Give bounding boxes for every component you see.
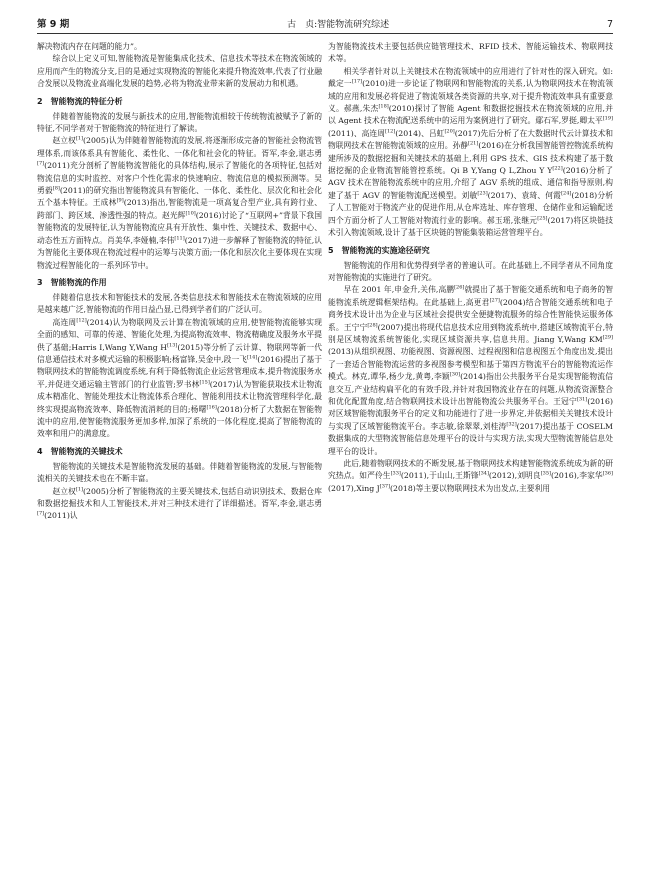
issue-label: 第 9 期 xyxy=(37,19,70,30)
left-column xyxy=(37,41,322,876)
paragraph: 伴随着信息技术和智能技术的发展,各类信息技术和智能技术在物流领域的应用是越来越广泛,智能物流的作用日益凸显,已得到学者们的广泛认可。 xyxy=(37,292,322,315)
section-heading: 2 智能物流的特征分析 xyxy=(37,96,123,106)
paragraph: 智能物流的关键技术是智能物流发展的基础。伴随着智能物流的发展,与智能物流相关的关键技术也在不断丰富。 xyxy=(37,461,322,484)
paragraph: 赵立权[1](2005)认为伴随着智能物流的发展,将逐渐形成完备的智能社会物流管理体系,而该体系具有智能化、柔性化、一体化和社会化的特征。胥军,李金,谌志勇[7](2011)充分剖析了智能物流智能化的具体结构,展示了智能化的各项特征,包括对物流信息的实时监控、对客户个性化需求的快速响应、物流信息的模拟预测等。吴勇毅[8](2011)的研究指出智能物流具有智能化、一体化、柔性化、层次化和社会化五个基本特征。王成林[9](2013)指出,智能物流是一项高复合型产业,具有跨行业、跨部门、跨区域、渗透性强的特点。赵光辉[10](2016)讨论了“互联网+”背景下我国智能物流的发展特征,认为智能物流应具有开放性、集中性、关键技术、数据中心、动态性五方面特点。肖美华,李娅楠,李伟[11](2017)进一步解释了智能物流的特征,认为智能化主要体现在物流过程中的运筹与决策方面;一体化和层次化主要体现在实现物流过程智能化的一系列环节中。 xyxy=(37,135,322,270)
paragraph: 智能物流的作用和优势得到学者的普遍认可。在此基础上,不同学者从不同角度对智能物流的实施进行了研究。 xyxy=(328,260,613,282)
paragraph: 高连周[12](2014)认为物联网及云计算在物流领域的应用,使智能物流能够实现全面的感知、可靠的传递、智能化处理,为提高物流效率、物流精确度及服务水平提供了基础;Harris I,Wang Y,Wang H[13](2015)等分析了云计算、物联网等新一代信息通信技术对多模式运输的积极影响;杨富锋,吴金中,段一飞[14](2016)提出了基于物联网技术的智能物流调度系统,有利于降低物流企业运营管理成本,提升物流服务水平,并促进交通运输主管部门的行业监管;罗书林[15](2017)认为智能获取技术让物流成本精准化、智能处理技术让物流体系合理化、智能利用技术让物流管理科学化,最终实现提高物流效率、降低物流消耗的目的;杨曙[16](2018)分析了大数据在智能物流中的应用,使智能物流服务更加多样,加深了系统的一体化程度,提高了智能物流的效率和用户的满意度。 xyxy=(37,317,322,439)
section-heading: 4 智能物流的关键技术 xyxy=(37,446,123,456)
paragraph: 为智能物流技术主要包括供应链管理技术、RFID 技术、智能运输技术、物联网技术等。 xyxy=(328,42,613,64)
right-column xyxy=(328,41,613,876)
page-header xyxy=(37,14,613,30)
header-rule xyxy=(37,33,613,34)
paragraph: 早在 2001 年,申金升,关伟,高鹏[26]就提出了基于智能交通系统和电子商务的智能物流系统逻辑框架结构。在此基础上,高更君[27](2004)结合智能交通系统和电子商务技术设计出为企业与区域社会提供安全便捷物流服务的综合性智能快运服务体系。王宁宁[28](2007)提出将现代信息技术应用到物流系统中,搭建区域物流平台,特别是区域物流系统智能化,实现区域资源共享,信息共用。Jiang Y,Wang KM[29](2013)从组织视图、功能视图、资源视图、过程视图和信息视图五个角度出发,提出了一套适合智能物流运营的多视图参考模型和基于第四方物流平台的智能物流运作模式。林克,谭华,杨少龙,黄粤,李颖[30](2014)指出公共服务平台是实现智能物流信息交互,产业结构扁平化的有效手段,并针对我国物流业存在的问题,从物流资源整合和优化配置角度,结合物联网技术设计出智能物流公共服务平台。王冠宁[31](2016)对区域智能物流服务平台的定义和功能进行了进一步界定,并依据相关关键技术设计与实现了区域智能物流平台。李志敏,徐翠翠,刘桂涛[32](2017)提出基于 COSELM 数据集成的大型物流智能信息处理平台的设计与实现方法,实现大型物流智能信息处理平台的设计。 xyxy=(328,284,613,456)
paragraph: 伴随着智能物流的发展与新技术的应用,智能物流相较于传统物流被赋予了新的特征,不同学者对于智能物流的特征进行了解读。 xyxy=(37,111,322,134)
paragraph: 综合以上定义可知,智能物流是智能集成化技术、信息技术等技术在物流领域的应用而产生的物流分支,目的是通过实现物流的智能化来提升物流效率,代表了行业融合发展以及物流业高端化发展的趋势,必将为物流业带来新的发展动力和机遇。 xyxy=(37,54,322,89)
paragraph: 此后,随着物联网技术的不断发展,基于物联网技术构建智能物流系统成为新的研究热点。如严伶生[33](2011),于山山,王斯锋[34](2012),刘明良[35](2016),李家华[36](2017),Xing J[37](2018)等主要以物联网技术为出发点,主要利用 xyxy=(328,459,613,493)
page-number: 7 xyxy=(606,19,613,30)
section-heading: 5 智能物流的实施途径研究 xyxy=(328,245,430,255)
paragraph: 解决物流内存在问题的能力”。 xyxy=(37,42,142,51)
section-heading: 3 智能物流的作用 xyxy=(37,277,107,287)
paragraph: 相关学者针对以上关键技术在物流领域中的应用进行了针对性的深入研究。如:戴定一[17](2010)进一步论证了物联网和智能物流的关系,认为物联网技术在物流领域的应用和发展必将促进了物流领域各类资源的共享,对于提升物流效率具有重要意义。郝燕,朱杰[18](2010)探讨了智能 Agent 和数据挖掘技术在物流领域的应用,并以 Agent 技术在物流配送系统中的运用为案例进行了研究。鄢石军,罗挺,卿太平[19](2011)、高连周[12](2014)、吕虹[20](2017)先后分析了在大数据时代云计算技术和物联网技术在智能物流领域的应用。孙静[21](2016)在分析我国智能管控物流系统构建所涉及的数据挖掘和关键技术的基础上,利用 GPS 技术、GIS 技术构建了基于数据挖掘的企业物流智能管控系统。Qi B Y,Yang Q L,Zhou Y Y[22](2016)分析了 AGV 技术在智能物流系统中的应用,介绍了 AGV 系统的组成、通信和指导原则,构建了基于 AGV 的智能物流配送模型。刘敏[23](2017)、袁琦、何霞[24](2018)分析了人工智能对于物流产业的促进作用,从仓库选址、库存管理、仓储作业和运输配送四个方面分析了人工智能对物流行业的影响。郝玉瑶,张继元[25](2017)将区块链技术引入物流领域,设计了基于区块链的智能集装箱运营管理平台。 xyxy=(328,66,613,238)
paragraph: 赵立权[1](2005)分析了智能物流的主要关键技术,包括自动识别技术、数据仓库和数据挖掘技术和人工智能技术,并对三种技术进行了详细描述。胥军,李金,谌志勇[7](2011)认 xyxy=(37,486,322,521)
running-title: 古 贞:智能物流研究综述 xyxy=(287,20,390,30)
